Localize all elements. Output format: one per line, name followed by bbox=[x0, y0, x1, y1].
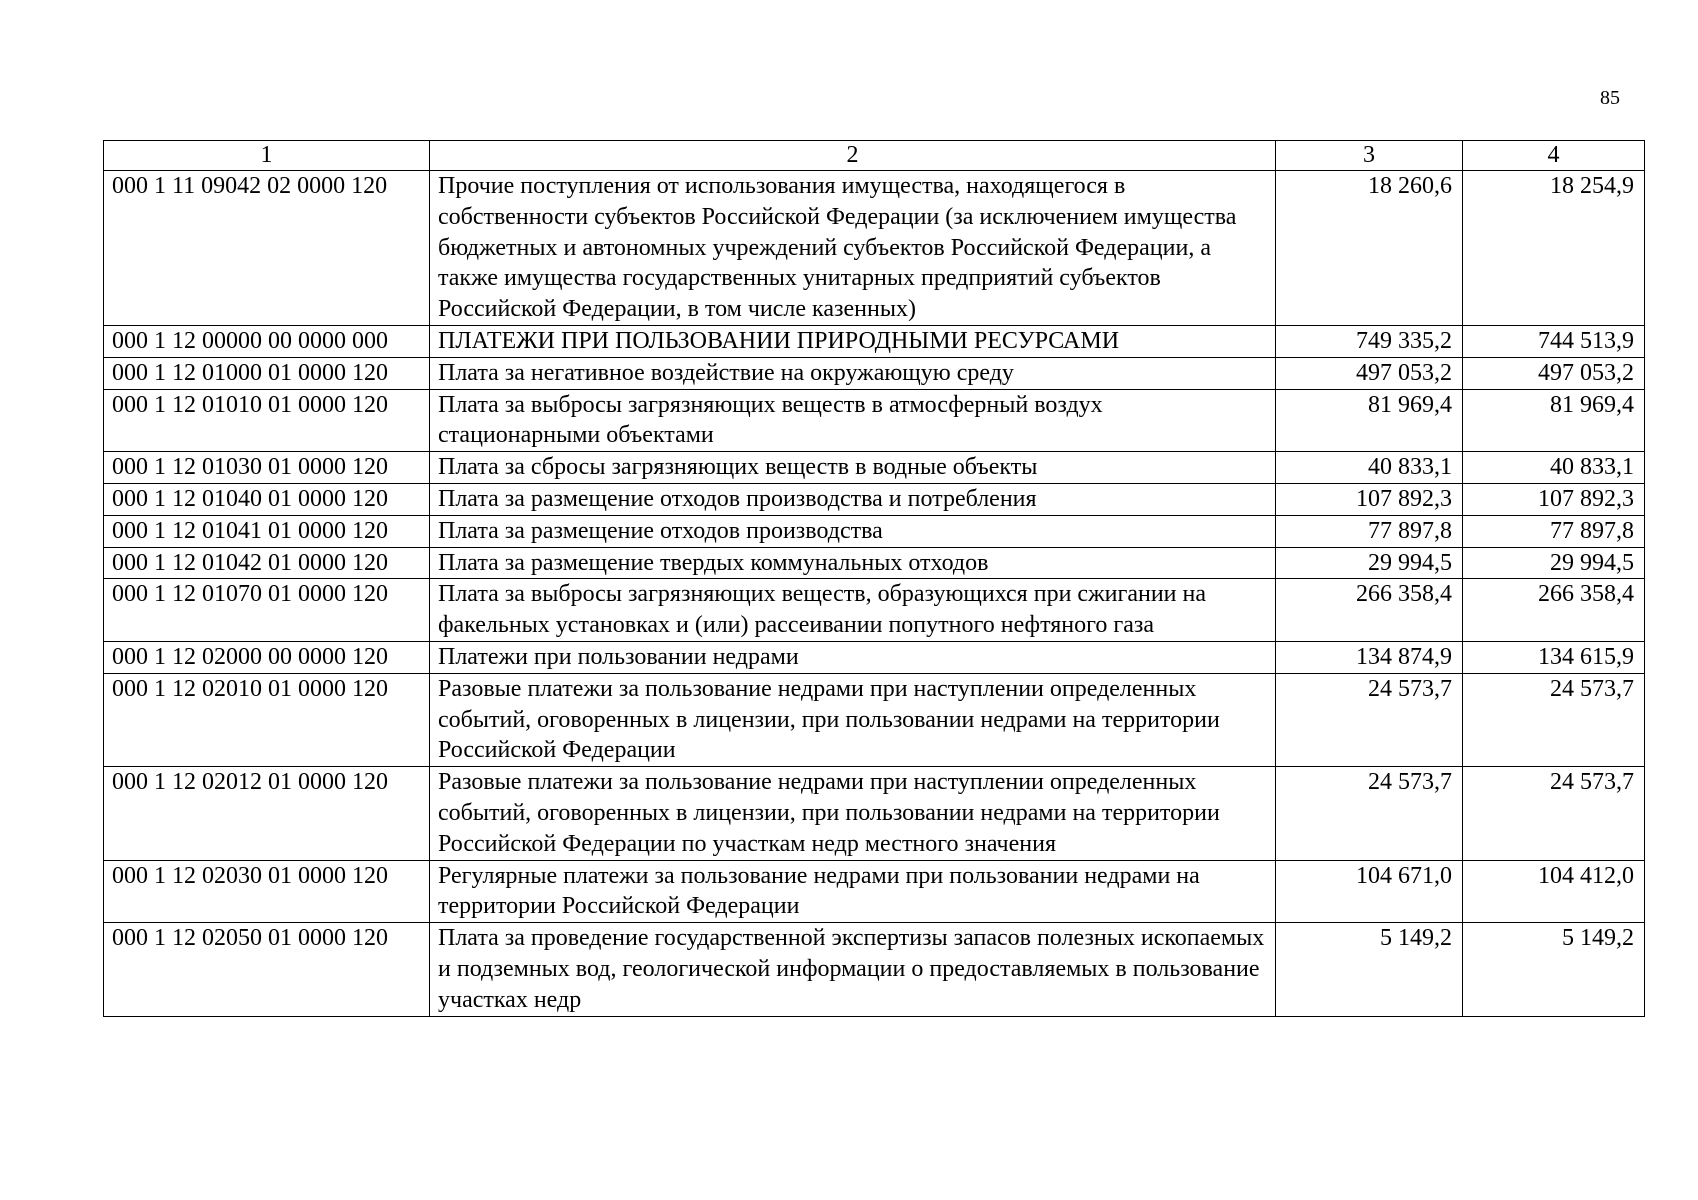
budget-code-cell: 000 1 12 00000 00 0000 000 bbox=[104, 325, 430, 357]
description-cell: Прочие поступления от использования имущества, находящегося в собственности субъектов Российской Федерации (за исключением имущества бюджетных и автономных учреждений субъектов Российской Федерации, а также имущества государственных унитарных предприятий субъектов Российской Федерации, в том числе казенных) bbox=[430, 171, 1276, 326]
table-row bbox=[104, 673, 1645, 766]
table-row bbox=[104, 641, 1645, 673]
amount-col-4-cell: 40 833,1 bbox=[1463, 452, 1645, 484]
amount-col-4-cell: 24 573,7 bbox=[1463, 767, 1645, 860]
description-cell: Плата за выбросы загрязняющих веществ в атмосферный воздух стационарными объектами bbox=[430, 389, 1276, 452]
budget-code-cell: 000 1 12 02012 01 0000 120 bbox=[104, 767, 430, 860]
amount-col-3-cell: 266 358,4 bbox=[1276, 579, 1463, 642]
table-row bbox=[104, 547, 1645, 579]
amount-col-4-cell: 24 573,7 bbox=[1463, 673, 1645, 766]
amount-col-4-cell: 29 994,5 bbox=[1463, 547, 1645, 579]
budget-code-cell: 000 1 12 02010 01 0000 120 bbox=[104, 673, 430, 766]
budget-code-cell: 000 1 12 01042 01 0000 120 bbox=[104, 547, 430, 579]
description-cell: Платежи при пользовании недрами bbox=[430, 641, 1276, 673]
amount-col-4-cell: 744 513,9 bbox=[1463, 325, 1645, 357]
table-row bbox=[104, 860, 1645, 923]
budget-code-cell: 000 1 12 01041 01 0000 120 bbox=[104, 515, 430, 547]
amount-col-4-cell: 497 053,2 bbox=[1463, 357, 1645, 389]
budget-code-cell: 000 1 12 01030 01 0000 120 bbox=[104, 452, 430, 484]
amount-col-3-cell: 104 671,0 bbox=[1276, 860, 1463, 923]
header-col-3: 3 bbox=[1276, 141, 1463, 171]
description-cell: Регулярные платежи за пользование недрами при пользовании недрами на территории Российской Федерации bbox=[430, 860, 1276, 923]
budget-code-cell: 000 1 12 02000 00 0000 120 bbox=[104, 641, 430, 673]
budget-code-cell: 000 1 12 01000 01 0000 120 bbox=[104, 357, 430, 389]
amount-col-3-cell: 77 897,8 bbox=[1276, 515, 1463, 547]
amount-col-4-cell: 104 412,0 bbox=[1463, 860, 1645, 923]
amount-col-3-cell: 24 573,7 bbox=[1276, 673, 1463, 766]
amount-col-4-cell: 81 969,4 bbox=[1463, 389, 1645, 452]
description-cell: Разовые платежи за пользование недрами при наступлении определенных событий, оговоренных в лицензии, при пользовании недрами на территории Российской Федерации по участкам недр местного значения bbox=[430, 767, 1276, 860]
header-col-1: 1 bbox=[104, 141, 430, 171]
header-col-2: 2 bbox=[430, 141, 1276, 171]
description-cell: Плата за размещение отходов производства и потребления bbox=[430, 483, 1276, 515]
description-cell: Плата за негативное воздействие на окружающую среду bbox=[430, 357, 1276, 389]
budget-code-cell: 000 1 12 02030 01 0000 120 bbox=[104, 860, 430, 923]
description-cell: Плата за проведение государственной экспертизы запасов полезных ископаемых и подземных вод, геологической информации о предоставляемых в пользование участках недр bbox=[430, 923, 1276, 1016]
description-cell: ПЛАТЕЖИ ПРИ ПОЛЬЗОВАНИИ ПРИРОДНЫМИ РЕСУРСАМИ bbox=[430, 325, 1276, 357]
table-row bbox=[104, 452, 1645, 484]
table-header-row bbox=[104, 141, 1645, 171]
budget-code-cell: 000 1 12 02050 01 0000 120 bbox=[104, 923, 430, 1016]
page-number: 85 bbox=[1600, 87, 1620, 109]
amount-col-3-cell: 29 994,5 bbox=[1276, 547, 1463, 579]
table-row bbox=[104, 923, 1645, 1016]
amount-col-4-cell: 107 892,3 bbox=[1463, 483, 1645, 515]
amount-col-4-cell: 266 358,4 bbox=[1463, 579, 1645, 642]
description-cell: Плата за сбросы загрязняющих веществ в водные объекты bbox=[430, 452, 1276, 484]
budget-code-cell: 000 1 12 01070 01 0000 120 bbox=[104, 579, 430, 642]
table-row bbox=[104, 515, 1645, 547]
amount-col-4-cell: 134 615,9 bbox=[1463, 641, 1645, 673]
table-row bbox=[104, 579, 1645, 642]
amount-col-4-cell: 18 254,9 bbox=[1463, 171, 1645, 326]
amount-col-3-cell: 497 053,2 bbox=[1276, 357, 1463, 389]
amount-col-3-cell: 24 573,7 bbox=[1276, 767, 1463, 860]
table-row bbox=[104, 483, 1645, 515]
amount-col-3-cell: 18 260,6 bbox=[1276, 171, 1463, 326]
amount-col-3-cell: 5 149,2 bbox=[1276, 923, 1463, 1016]
amount-col-3-cell: 40 833,1 bbox=[1276, 452, 1463, 484]
budget-code-cell: 000 1 12 01040 01 0000 120 bbox=[104, 483, 430, 515]
description-cell: Плата за размещение твердых коммунальных отходов bbox=[430, 547, 1276, 579]
table-row bbox=[104, 767, 1645, 860]
description-cell: Плата за выбросы загрязняющих веществ, образующихся при сжигании на факельных установках и (или) рассеивании попутного нефтяного газа bbox=[430, 579, 1276, 642]
description-cell: Плата за размещение отходов производства bbox=[430, 515, 1276, 547]
amount-col-3-cell: 107 892,3 bbox=[1276, 483, 1463, 515]
table-row bbox=[104, 325, 1645, 357]
budget-table bbox=[103, 140, 1645, 1017]
header-col-4: 4 bbox=[1463, 141, 1645, 171]
table-row bbox=[104, 171, 1645, 326]
amount-col-3-cell: 81 969,4 bbox=[1276, 389, 1463, 452]
table-row bbox=[104, 357, 1645, 389]
table-row bbox=[104, 389, 1645, 452]
amount-col-3-cell: 134 874,9 bbox=[1276, 641, 1463, 673]
budget-code-cell: 000 1 11 09042 02 0000 120 bbox=[104, 171, 430, 326]
amount-col-3-cell: 749 335,2 bbox=[1276, 325, 1463, 357]
amount-col-4-cell: 77 897,8 bbox=[1463, 515, 1645, 547]
amount-col-4-cell: 5 149,2 bbox=[1463, 923, 1645, 1016]
description-cell: Разовые платежи за пользование недрами при наступлении определенных событий, оговоренных в лицензии, при пользовании недрами на территории Российской Федерации bbox=[430, 673, 1276, 766]
budget-code-cell: 000 1 12 01010 01 0000 120 bbox=[104, 389, 430, 452]
